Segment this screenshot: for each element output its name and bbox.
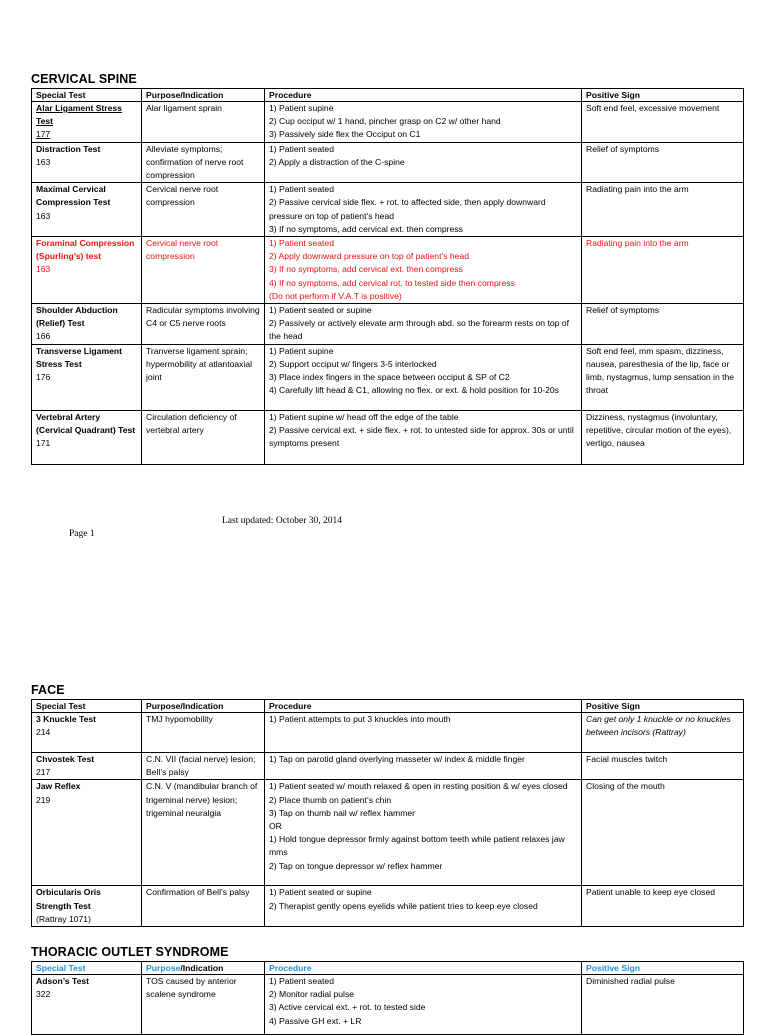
procedure-cell — [265, 237, 582, 304]
positive-sign-cell: Facial muscles twitch — [582, 753, 744, 780]
last-updated: Last updated: October 30, 2014 — [222, 516, 343, 526]
procedure-cell — [265, 410, 582, 464]
procedure-step: 1) Patient seated w/ mouth relaxed & open in resting position & w/ eyes closed — [269, 781, 568, 792]
positive-sign-cell: Radiating pain into the arm — [582, 237, 744, 304]
test-name-cell — [32, 713, 142, 753]
positive-sign-cell: Can get only 1 knuckle or no knuckles between incisors (Rattray) — [582, 713, 744, 753]
test-name: Chvostek Test — [36, 754, 95, 764]
purpose-cell: Alleviate symptoms; confirmation of nerve root compression — [142, 142, 265, 183]
test-name: Shoulder Abduction (Relief) Test — [36, 305, 118, 329]
test-name-cell — [32, 780, 142, 886]
positive-sign-cell: Radiating pain into the arm — [582, 183, 744, 237]
page-ref: 214 — [36, 727, 51, 738]
procedure-cell — [265, 713, 582, 753]
purpose-cell: Tranverse ligament sprain; hypermobility at atlantoaxial joint — [142, 344, 265, 410]
table-row — [32, 102, 744, 143]
test-name-cell — [32, 304, 142, 345]
purpose-cell: Cervical nerve root compression — [142, 237, 265, 304]
procedure-step: 1) Patient seated — [269, 184, 334, 195]
procedure-step: 2) Monitor radial pulse — [269, 989, 355, 1000]
test-name-cell — [32, 237, 142, 304]
procedure-step: 2) Apply a distraction of the C-spine — [269, 156, 405, 167]
test-name-cell — [32, 344, 142, 410]
procedure-cell — [265, 886, 582, 927]
procedure-step: 2) Passive cervical ext. + side flex. + rot. to untested side for approx. 30s or until symptoms present — [269, 424, 577, 449]
procedure-step: 1) Hold tongue depressor firmly against bottom teeth while patient relaxes jaw mms — [269, 834, 568, 858]
purpose-cell: Alar ligament sprain — [142, 102, 265, 143]
procedure-step: OR — [269, 821, 282, 832]
positive-sign-cell: Diminished radial pulse — [582, 975, 744, 1035]
page-number: Page 1 — [69, 529, 95, 539]
table-row — [32, 142, 744, 183]
procedure-step: 1) Patient seated — [269, 143, 334, 154]
test-name: Transverse Ligament Stress Test — [36, 345, 122, 369]
procedure-step: 4) If no symptoms, add cervical rot. to tested side then compress — [269, 277, 515, 288]
procedure-step: 2) Cup occiput w/ 1 hand, pincher grasp on C2 w/ other hand — [269, 116, 501, 127]
procedure-step: 3) Passively side flex the Occiput on C1 — [269, 129, 421, 140]
page-ref: 166 — [36, 331, 51, 342]
page-ref: 163 — [36, 210, 51, 221]
header-purpose: Purpose/Indication — [142, 700, 265, 713]
page-ref: 163 — [36, 264, 51, 275]
procedure-step: 2) Tap on tongue depressor w/ reflex hammer — [269, 860, 443, 871]
purpose-cell: Radicular symptoms involving C4 or C5 nerve roots — [142, 304, 265, 345]
procedure-step: 1) Patient supine w/ head off the edge of the table — [269, 411, 459, 422]
purpose-cell: TOS caused by anterior scalene syndrome — [142, 975, 265, 1035]
header-special-test: Special Test — [32, 962, 142, 975]
procedure-cell — [265, 975, 582, 1035]
procedure-cell — [265, 102, 582, 143]
procedure-cell — [265, 183, 582, 237]
page-ref: 217 — [36, 767, 51, 778]
procedure-note: (Do not perform if V.A.T is positive) — [269, 290, 402, 301]
procedure-step: 2) Apply downward pressure on top of patient’s head — [269, 251, 470, 262]
table-row — [32, 410, 744, 464]
table-row — [32, 304, 744, 345]
procedure-step: 4) Carefully lift head & C1, allowing no flex. or ext. & hold position for 10-20s — [269, 385, 559, 396]
positive-sign-cell: Soft end feel, mm spasm, dizziness, nausea, paresthesia of the lip, face or limb, nystagmus, lump sensation in the throat — [582, 344, 744, 410]
procedure-cell — [265, 344, 582, 410]
header-purpose: Purpose/Indication — [142, 962, 265, 975]
header-purpose: Purpose/Indication — [142, 89, 265, 102]
procedure-cell — [265, 753, 582, 780]
table-row — [32, 753, 744, 780]
test-name: Maximal Cervical Compression Test — [36, 184, 111, 208]
positive-sign-cell: Relief of symptoms — [582, 304, 744, 345]
section-title-cervical-spine: CERVICAL SPINE — [31, 72, 137, 86]
procedure-step: 1) Patient seated or supine — [269, 305, 372, 316]
test-name-cell — [32, 886, 142, 927]
header-positive-sign: Positive Sign — [582, 700, 744, 713]
page-ref: (Rattray 1071) — [36, 913, 91, 924]
test-name: Jaw Reflex — [36, 781, 81, 792]
procedure-step: 1) Patient supine — [269, 103, 334, 113]
procedure-step: 4) Passive GH ext. + LR — [269, 1015, 362, 1026]
test-name-cell — [32, 102, 142, 143]
header-procedure: Procedure — [265, 700, 582, 713]
procedure-step: 2) Support occiput w/ fingers 3-5 interlocked — [269, 358, 437, 369]
table-row — [32, 780, 744, 886]
procedure-step: 1) Patient seated or supine — [269, 887, 372, 898]
test-name: Distraction Test — [36, 143, 101, 154]
purpose-cell: C.N. VII (facial nerve) lesion; Bell’s palsy — [142, 753, 265, 780]
section-title-thoracic-outlet: THORACIC OUTLET SYNDROME — [31, 945, 229, 959]
test-name-cell — [32, 753, 142, 780]
page-ref: 322 — [36, 989, 51, 1000]
section-title-face: FACE — [31, 683, 65, 697]
procedure-step: 2) Place thumb on patient’s chin — [269, 794, 392, 805]
procedure-step: 3) Place index fingers in the space between occiput & SP of C2 — [269, 372, 510, 383]
table-header-row — [32, 89, 744, 102]
positive-sign-cell: Relief of symptoms — [582, 142, 744, 183]
procedure-cell — [265, 780, 582, 886]
table-header-row — [32, 700, 744, 713]
procedure-step: 1) Patient seated — [269, 976, 334, 986]
page-ref: 176 — [36, 372, 51, 383]
procedure-cell — [265, 304, 582, 345]
page-ref: 177 — [36, 129, 51, 140]
header-special-test: Special Test — [32, 89, 142, 102]
table-row — [32, 886, 744, 927]
positive-sign-cell: Closing of the mouth — [582, 780, 744, 886]
procedure-step: 2) Therapist gently opens eyelids while patient tries to keep eye closed — [269, 900, 538, 911]
table-row — [32, 183, 744, 237]
header-procedure: Procedure — [265, 89, 582, 102]
test-name-cell — [32, 410, 142, 464]
purpose-cell: Confirmation of Bell’s palsy — [142, 886, 265, 927]
header-positive-sign: Positive Sign — [582, 962, 744, 975]
positive-sign-cell: Soft end feel, excessive movement — [582, 102, 744, 143]
purpose-cell: Cervical nerve root compression — [142, 183, 265, 237]
header-positive-sign: Positive Sign — [582, 89, 744, 102]
header-special-test: Special Test — [32, 700, 142, 713]
procedure-cell — [265, 142, 582, 183]
face-table — [31, 699, 744, 927]
procedure-step: 1) Patient seated — [269, 238, 334, 249]
page-ref: 171 — [36, 438, 51, 449]
procedure-step: 1) Patient attempts to put 3 knuckles into mouth — [269, 714, 451, 724]
procedure-step: 3) Tap on thumb nail w/ reflex hammer — [269, 807, 416, 818]
test-name: Alar Ligament Stress Test — [36, 103, 122, 127]
test-name-cell — [32, 183, 142, 237]
test-name-cell — [32, 142, 142, 183]
procedure-step: 2) Passively or actively elevate arm through abd. so the forearm rests on top of the head — [269, 318, 572, 342]
test-name: 3 Knuckle Test — [36, 714, 97, 724]
table-row — [32, 713, 744, 753]
table-row — [32, 975, 744, 1035]
procedure-step: 1) Patient supine — [269, 345, 334, 356]
purpose-cell: Circulation deficiency of vertebral artery — [142, 410, 265, 464]
procedure-step: 3) If no symptoms, add cervical ext. then compress — [269, 264, 463, 275]
procedure-step: 3) Active cervical ext. + rot. to tested side — [269, 1002, 426, 1013]
table-row — [32, 344, 744, 410]
test-name: Foraminal Compression (Spurling’s) test — [36, 238, 135, 262]
test-name: Orbicularis Oris Strength Test — [36, 887, 101, 911]
cervical-spine-table — [31, 88, 744, 465]
procedure-step: 3) If no symptoms, add cervical ext. then compress — [269, 223, 463, 234]
page-ref: 219 — [36, 794, 51, 805]
positive-sign-cell: Dizziness, nystagmus (involuntary, repetitive, circular motion of the eyes), vertigo, nausea — [582, 410, 744, 464]
purpose-cell: C.N. V (mandibular branch of trigeminal nerve) lesion; trigeminal neuralgia — [142, 780, 265, 886]
table-row-highlighted — [32, 237, 744, 304]
header-procedure: Procedure — [265, 962, 582, 975]
procedure-step: 1) Tap on parotid gland overlying masseter w/ index & middle finger — [269, 754, 525, 764]
test-name-cell — [32, 975, 142, 1035]
table-header-row — [32, 962, 744, 975]
page-ref: 163 — [36, 156, 51, 167]
test-name: Vertebral Artery (Cervical Quadrant) Test — [36, 411, 136, 435]
procedure-step: 2) Passive cervical side flex. + rot. to affected side, then apply downward pressure on top of patient’s head — [269, 197, 549, 221]
test-name: Adson’s Test — [36, 976, 90, 986]
purpose-cell: TMJ hypomobility — [142, 713, 265, 753]
positive-sign-cell: Patient unable to keep eye closed — [582, 886, 744, 927]
